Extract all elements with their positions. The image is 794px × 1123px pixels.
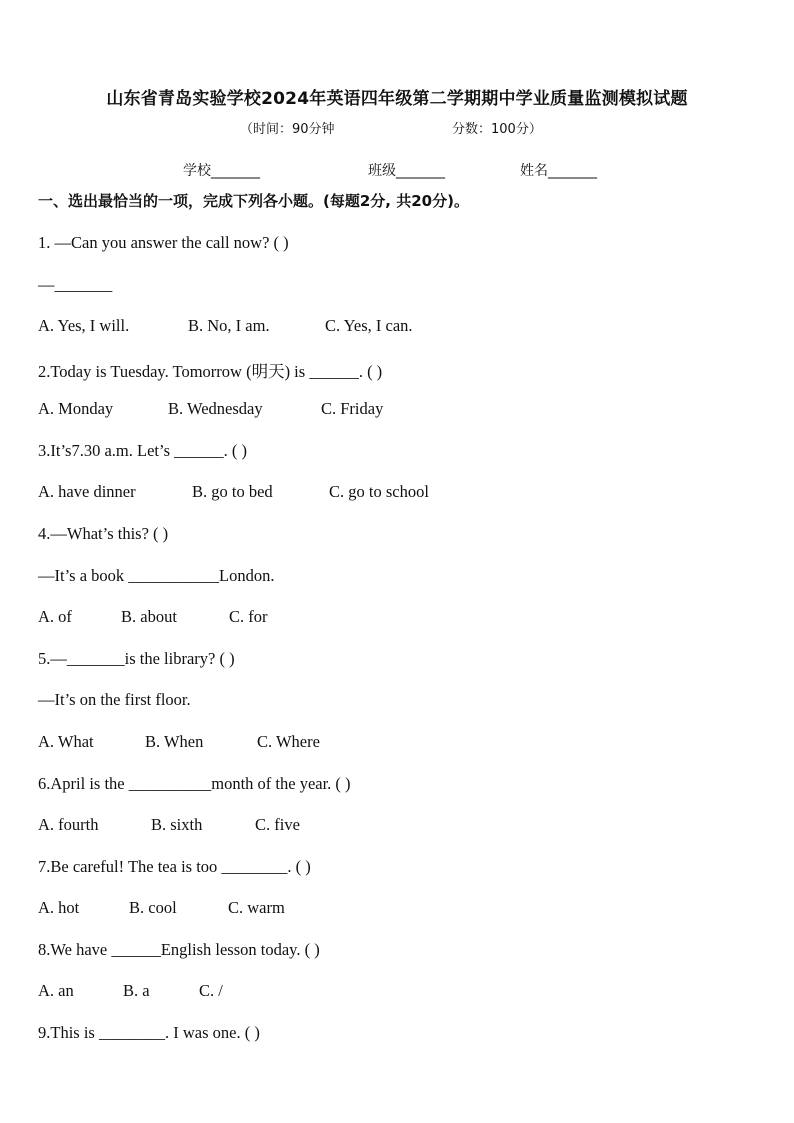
exam-info [240, 118, 640, 137]
question-extra: —It’s a book ___________London. [38, 566, 275, 585]
option-a[interactable]: A. What [38, 732, 94, 751]
option-c[interactable]: C. for [229, 607, 268, 626]
option-b[interactable]: B. go to bed [192, 482, 273, 501]
question-options [38, 316, 413, 336]
question-options [38, 607, 268, 627]
option-c[interactable]: C. five [255, 815, 300, 834]
option-b[interactable]: B. No, I am. [188, 316, 270, 335]
option-b[interactable]: B. a [123, 981, 150, 1000]
score-info: 分数：100分） [452, 122, 542, 137]
option-a[interactable]: A. have dinner [38, 482, 136, 501]
option-a[interactable]: A. Monday [38, 399, 114, 418]
question-stem: 7.Be careful! The tea is too ________. ( ) [38, 857, 311, 876]
question-options [38, 482, 429, 502]
question-extra: —It’s on the first floor. [38, 690, 191, 709]
class-field[interactable]: 班级_______ [368, 163, 445, 179]
option-a[interactable]: A. hot [38, 898, 80, 917]
question-options [38, 399, 383, 419]
option-c[interactable]: C. / [199, 981, 223, 1000]
question-stem: 8.We have ______English lesson today. ( ) [38, 940, 320, 959]
option-a[interactable]: A. of [38, 607, 72, 626]
option-a[interactable]: A. Yes, I will. [38, 316, 130, 335]
question-options [38, 732, 320, 752]
question-stem: 1. —Can you answer the call now? ( ) [38, 233, 289, 252]
option-c[interactable]: C. Friday [321, 399, 384, 418]
question-extra: —_______ [38, 275, 113, 294]
question-stem: 4.—What’s this? ( ) [38, 524, 169, 543]
question-options [38, 815, 300, 835]
option-c[interactable]: C. Where [257, 732, 320, 751]
option-a[interactable]: A. an [38, 981, 74, 1000]
question-stem: 2.Today is Tuesday. Tomorrow (明天) is ______. ( ) [38, 362, 383, 381]
section-heading: 一、选出最恰当的一项，完成下列各小题。(每题2分, 共20分)。 [38, 192, 469, 210]
page-title: 山东省青岛实验学校2024年英语四年级第二学期期中学业质量监测模拟试题 [106, 89, 688, 109]
option-a[interactable]: A. fourth [38, 815, 99, 834]
question-options [38, 981, 223, 1001]
school-field[interactable]: 学校_______ [183, 163, 260, 179]
question-stem: 6.April is the __________month of the year. ( ) [38, 774, 351, 793]
option-b[interactable]: B. sixth [151, 815, 203, 834]
option-b[interactable]: B. about [121, 607, 177, 626]
option-b[interactable]: B. When [145, 732, 204, 751]
question-stem: 5.—_______is the library? ( ) [38, 649, 235, 668]
option-c[interactable]: C. Yes, I can. [325, 316, 413, 335]
option-b[interactable]: B. cool [129, 898, 177, 917]
question-stem: 3.It’s7.30 a.m. Let’s ______. ( ) [38, 441, 247, 460]
question-stem: 9.This is ________. I was one. ( ) [38, 1023, 260, 1042]
question-options [38, 898, 285, 918]
option-c[interactable]: C. go to school [329, 482, 429, 501]
time-info: （时间：90分钟 [240, 122, 335, 137]
name-field[interactable]: 姓名_______ [520, 163, 597, 179]
option-c[interactable]: C. warm [228, 898, 285, 917]
option-b[interactable]: B. Wednesday [168, 399, 263, 418]
